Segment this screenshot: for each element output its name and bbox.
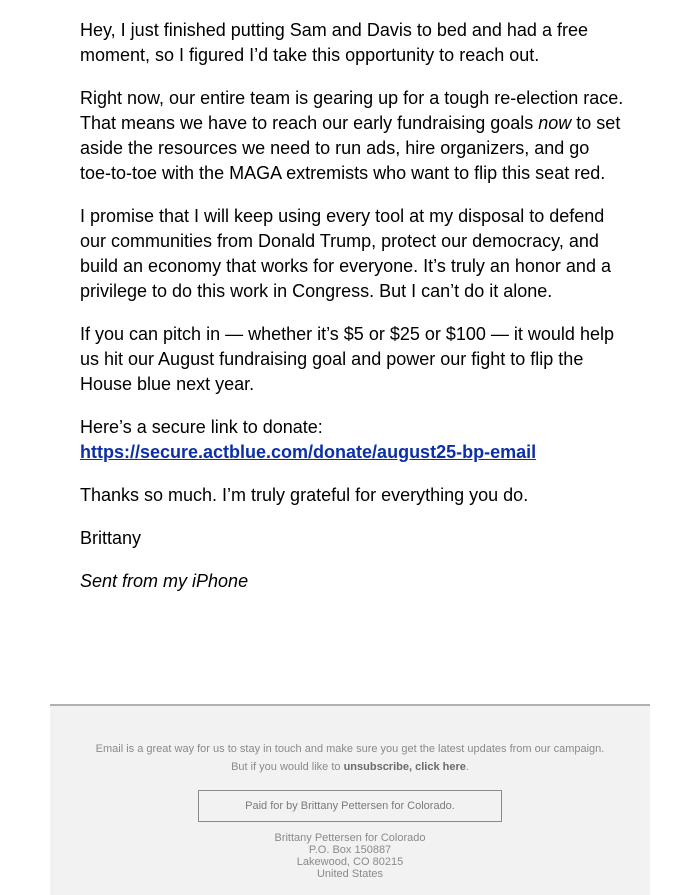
donate-intro: Here’s a secure link to donate: [80, 417, 323, 437]
address-po-box: P.O. Box 150887 [308, 844, 392, 856]
mailing-address [50, 832, 650, 880]
address-name: Brittany Pettersen for Colorado [274, 832, 426, 844]
email-footer [50, 704, 650, 895]
paragraph-fundraising-start: Right now, our entire team is gearing up for a tough re-election race. That means we have to reach our early fundraising goals [80, 88, 624, 133]
address-country: United States [316, 868, 384, 880]
paragraph-promise: I promise that I will keep using every tool at my disposal to defend our communities from Donald Trump, protect our democracy, and build an economy that works for everyone. It’s truly an honor and a privilege to do this work in Congress. But I can’t do it alone. [80, 206, 611, 301]
sent-from-text [80, 569, 625, 594]
thanks-text: Thanks so much. I’m truly grateful for everything you do. [80, 485, 529, 505]
footer-line-2-end: . [465, 761, 469, 773]
paragraph-fundraising [80, 86, 625, 186]
footer-line-2 [50, 758, 650, 776]
paragraph-greeting: Hey, I just finished putting Sam and Davis to bed and had a free moment, so I figured I’d take this opportunity to reach out. [80, 20, 588, 65]
donate-link[interactable]: https://secure.actblue.com/donate/august25-bp-email [80, 442, 537, 462]
paragraph-ask: If you can pitch in — whether it’s $5 or $25 or $100 — it would help us hit our August fundraising goal and power our fight to flip the House blue next year. [80, 324, 614, 394]
emphasis-now: now [538, 113, 572, 133]
address-city: Lakewood, CO 80215 [296, 856, 404, 868]
footer-message [50, 740, 650, 776]
email-body [80, 18, 625, 612]
signature: Brittany [80, 528, 142, 548]
footer-line-2-start: But if you would like to [231, 761, 344, 773]
footer-line-1: Email is a great way for us to stay in touch and make sure you get the latest updates from our campaign. [95, 743, 605, 755]
paid-for-box: Paid for by Brittany Pettersen for Colorado. [198, 790, 502, 822]
sent-from-label: Sent from my iPhone [80, 571, 249, 591]
donate-paragraph [80, 415, 625, 465]
paragraph-fundraising-end: to set aside the resources we need to run ads, hire organizers, and go toe-to-toe with the MAGA extremists who want to flip this seat red. [80, 113, 621, 183]
unsubscribe-link[interactable]: unsubscribe, click here [343, 761, 466, 773]
